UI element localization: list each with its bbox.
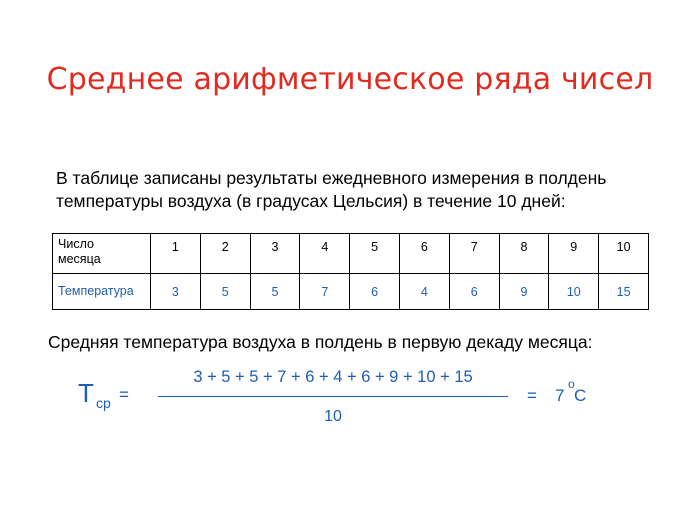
row-header-day-line1: Число <box>58 237 94 251</box>
temperature-cell: 9 <box>499 274 549 310</box>
intro-text <box>56 167 686 213</box>
row-header-temperature: Температура <box>53 274 151 310</box>
formula-symbol: Т <box>78 378 94 408</box>
temperature-cell: 5 <box>200 274 250 310</box>
day-cell: 5 <box>350 234 400 274</box>
formula-denominator: 10 <box>324 408 342 425</box>
temperature-cell: 10 <box>549 274 599 310</box>
day-cell: 3 <box>250 234 300 274</box>
intro-line-1: В таблице записаны результаты ежедневного измерения в полдень <box>56 168 607 188</box>
formula-equals-left: = <box>119 385 129 404</box>
temperature-cell: 6 <box>350 274 400 310</box>
intro-line-2: температуры воздуха (в градусах Цельсия) в течение 10 дней: <box>56 191 566 211</box>
day-cell: 8 <box>499 234 549 274</box>
day-cell: 4 <box>300 234 350 274</box>
slide-title: Среднее арифметическое ряда чисел <box>46 62 654 97</box>
day-cell: 10 <box>599 234 649 274</box>
row-header-day <box>53 234 151 274</box>
day-cell: 2 <box>200 234 250 274</box>
formula-subscript: ср <box>96 395 111 411</box>
temperature-cell: 5 <box>250 274 300 310</box>
temperature-table <box>52 233 649 310</box>
day-cell: 7 <box>449 234 499 274</box>
formula-equals-right: = <box>527 386 537 405</box>
table-row-days <box>53 234 649 274</box>
day-cell: 1 <box>151 234 201 274</box>
formula-unit: С <box>574 386 587 405</box>
day-cell: 6 <box>399 234 449 274</box>
temperature-cell: 7 <box>300 274 350 310</box>
temperature-cell: 4 <box>399 274 449 310</box>
fraction-bar <box>158 396 508 397</box>
formula-numerator: 3 + 5 + 5 + 7 + 6 + 4 + 6 + 9 + 10 + 15 <box>193 368 473 386</box>
question-text: Средняя температура воздуха в полдень в первую декаду месяца: <box>48 332 593 352</box>
table-row-temperatures <box>53 274 649 310</box>
temperature-cell: 15 <box>599 274 649 310</box>
temperature-cell: 6 <box>449 274 499 310</box>
row-header-day-line2: месяца <box>58 252 101 266</box>
temperature-cell: 3 <box>151 274 201 310</box>
formula-result: 7 <box>555 386 565 405</box>
day-cell: 9 <box>549 234 599 274</box>
degree-symbol: о <box>568 377 575 391</box>
